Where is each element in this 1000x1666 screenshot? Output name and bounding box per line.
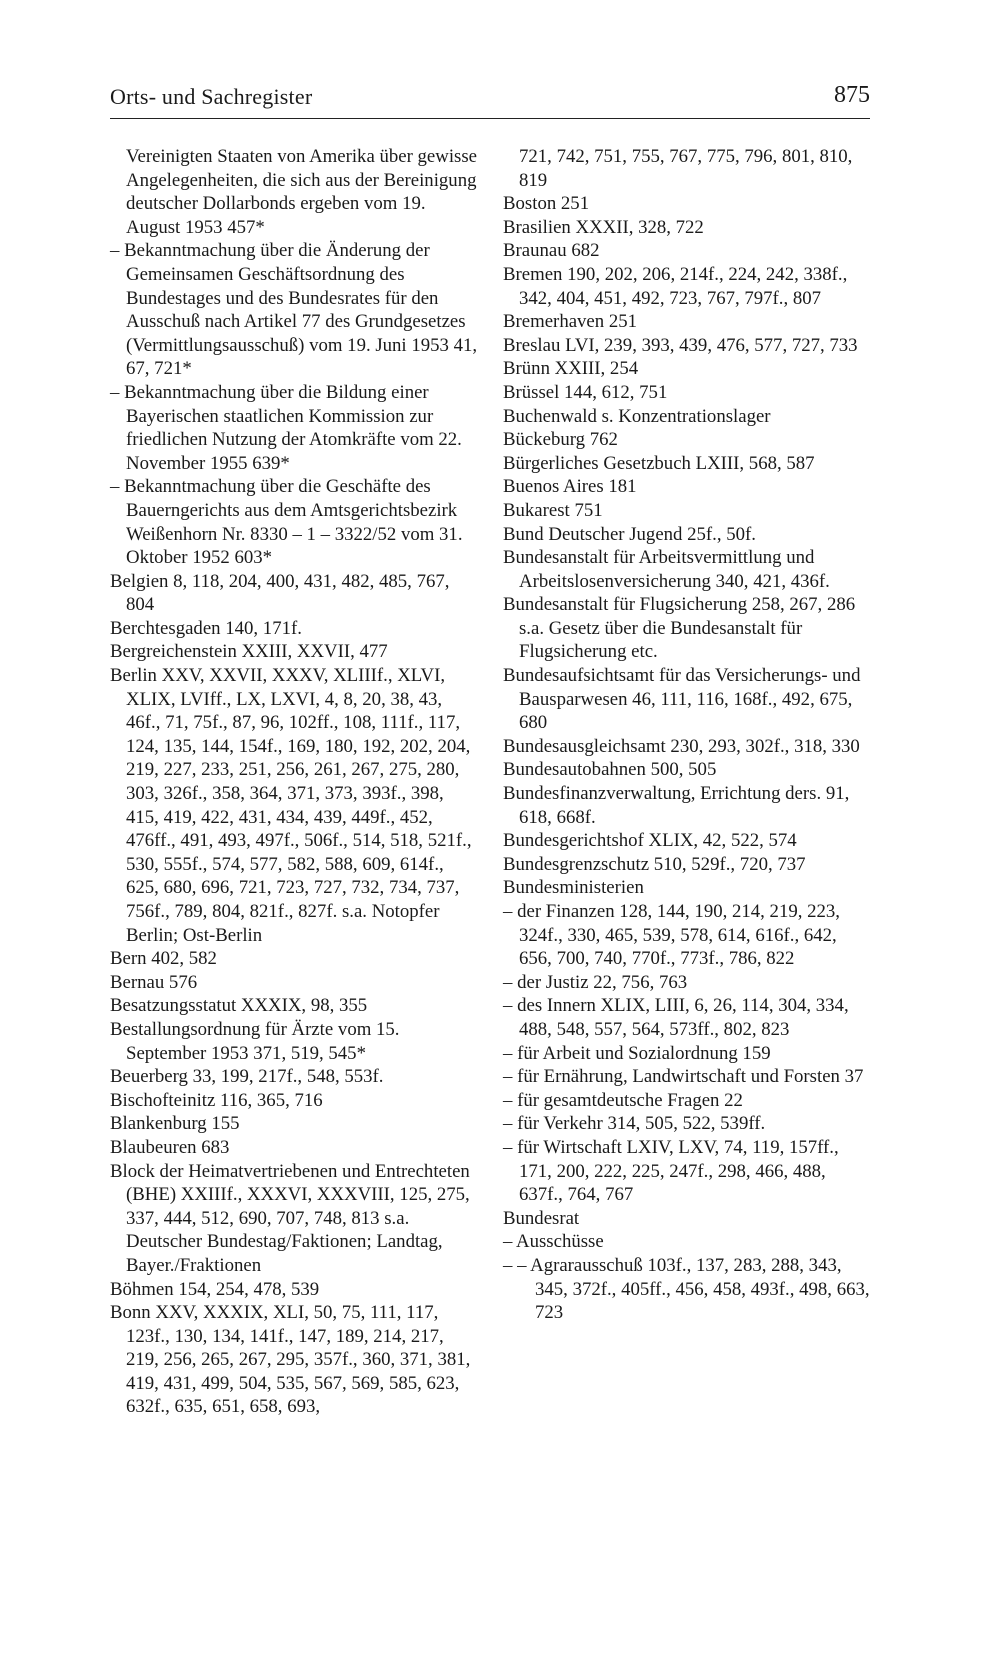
index-entry: – – Agrarausschuß 103f., 137, 283, 288, 343, 345, 372f., 405ff., 456, 458, 493f., 498, 663, 723 bbox=[503, 1254, 870, 1324]
index-entry: Blankenburg 155 bbox=[110, 1113, 240, 1135]
index-entry: – Bekanntmachung über die Geschäfte des Bauerngerichts aus dem Amtsgerichtsbezirk Weißenhorn Nr. 8330 – 1 – 3322/52 vom 31. Oktober 1952 603* bbox=[110, 476, 463, 569]
index-entry: – der Justiz 22, 756, 763 bbox=[503, 971, 688, 993]
index-entry: Bremerhaven 251 bbox=[503, 311, 638, 333]
right-column bbox=[503, 145, 873, 1325]
index-entry: Besatzungsstatut XXXIX, 98, 355 bbox=[110, 995, 368, 1017]
index-entry: – für Wirtschaft LXIV, LXV, 74, 119, 157ff., 171, 200, 222, 225, 247f., 298, 466, 488, 637f., 764, 767 bbox=[503, 1136, 839, 1206]
index-entry: Bundesrat bbox=[503, 1207, 580, 1229]
index-entry: Bischofteinitz 116, 365, 716 bbox=[110, 1089, 323, 1111]
index-entry: Bundesausgleichsamt 230, 293, 302f., 318, 330 bbox=[503, 735, 860, 757]
left-column bbox=[110, 145, 480, 1419]
index-entry: – für Verkehr 314, 505, 522, 539ff. bbox=[503, 1113, 766, 1135]
index-entry: Vereinigten Staaten von Amerika über gewisse Angelegenheiten, die sich aus der Bereinigung deutscher Dollarbonds ergeben vom 19. August 1953 457* bbox=[126, 146, 478, 238]
index-entry: Berlin XXV, XXVII, XXXV, XLIIIf., XLVI, XLIX, LVIff., LX, LXVI, 4, 8, 20, 38, 43, 46f., 71, 75f., 87, 96, 102ff., 108, 111f., 117, 124, 135, 144, 154f., 169, 180, 192, 202, 204, 219, 227, 233, 251, 256, 261, 267, 275, 280, 303, 326f., 358, 364, 371, 373, 393f., 398, 415, 419, 422, 431, 434, 439, 449f., 452, 476ff., 491, 493, 497f., 506f., 514, 518, 521f., 530, 555f., 574, 577, 582, 588, 609, 614f., 625, 680, 696, 721, 723, 727, 732, 734, 737, 756f., 789, 804, 821f., 827f. s.a. Notopfer Berlin; Ost-Berlin bbox=[110, 665, 472, 946]
index-entry: – für gesamtdeutsche Fragen 22 bbox=[503, 1089, 743, 1111]
index-entry: Boston 251 bbox=[503, 193, 590, 215]
index-entry: 721, 742, 751, 755, 767, 775, 796, 801, 810, 819 bbox=[519, 146, 853, 191]
index-entry: Bürgerliches Gesetzbuch LXIII, 568, 587 bbox=[503, 452, 815, 474]
index-entry: Böhmen 154, 254, 478, 539 bbox=[110, 1278, 320, 1300]
index-entry: Buenos Aires 181 bbox=[503, 476, 637, 498]
index-entry: Brünn XXIII, 254 bbox=[503, 358, 639, 380]
index-entry: Blaubeuren 683 bbox=[110, 1136, 230, 1158]
index-entry: Bukarest 751 bbox=[503, 499, 603, 521]
index-entry: Bundesministerien bbox=[503, 877, 644, 899]
index-entry: Brüssel 144, 612, 751 bbox=[503, 381, 668, 403]
index-entry: Belgien 8, 118, 204, 400, 431, 482, 485, 767, 804 bbox=[110, 570, 450, 616]
index-entry: Bund Deutscher Jugend 25f., 50f. bbox=[503, 523, 756, 545]
index-entry: – Bekanntmachung über die Änderung der Gemeinsamen Geschäftsordnung des Bundestages und des Bundesrates für den Ausschuß nach Artikel 77 des Grundgesetzes (Vermittlungsausschuß) vom 19. Juni 1953 41, 67, 721* bbox=[110, 240, 478, 380]
index-entry: Bremen 190, 202, 206, 214f., 224, 242, 338f., 342, 404, 451, 492, 723, 767, 797f., 807 bbox=[503, 263, 848, 309]
index-entry: Bergreichenstein XXIII, XXVII, 477 bbox=[110, 641, 388, 663]
index-entry: – der Finanzen 128, 144, 190, 214, 219, 223, 324f., 330, 465, 539, 578, 614, 616f., 642, 656, 700, 740, 770f., 773f., 786, 822 bbox=[503, 901, 840, 970]
index-entry: Bundesgerichtshof XLIX, 42, 522, 574 bbox=[503, 830, 797, 852]
index-entry: – für Ernährung, Landwirtschaft und Forsten 37 bbox=[503, 1066, 864, 1088]
index-entry: – Bekanntmachung über die Bildung einer Bayerischen staatlichen Kommission zur friedlichen Nutzung der Atomkräfte vom 22. November 1955 639* bbox=[110, 381, 462, 474]
index-entry: Bundesaufsichtsamt für das Versicherungs- und Bausparwesen 46, 111, 116, 168f., 492, 675, 680 bbox=[503, 665, 861, 734]
index-entry: Bundesgrenzschutz 510, 529f., 720, 737 bbox=[503, 853, 806, 875]
index-entry: Bundesfinanzverwaltung, Errichtung ders. 91, 618, 668f. bbox=[503, 783, 850, 828]
index-entry: Bückeburg 762 bbox=[503, 429, 618, 451]
index-entry: Bundesanstalt für Arbeitsvermittlung und Arbeitslosenversicherung 340, 421, 436f. bbox=[503, 547, 830, 592]
index-entry: – Ausschüsse bbox=[503, 1231, 604, 1253]
index-entry: – des Innern XLIX, LIII, 6, 26, 114, 304, 334, 488, 548, 557, 564, 573ff., 802, 823 bbox=[503, 995, 849, 1040]
index-entry: Beuerberg 33, 199, 217f., 548, 553f. bbox=[110, 1066, 384, 1088]
index-entry: Buchenwald s. Konzentrationslager bbox=[503, 405, 771, 427]
index-entry: Bernau 576 bbox=[110, 971, 198, 993]
page-number: 875 bbox=[834, 82, 870, 108]
index-entry: Breslau LVI, 239, 393, 439, 476, 577, 727, 733 bbox=[503, 334, 858, 356]
index-entry: Bern 402, 582 bbox=[110, 948, 217, 970]
index-entry: Bundesautobahnen 500, 505 bbox=[503, 759, 717, 781]
index-entry: Berchtesgaden 140, 171f. bbox=[110, 617, 302, 639]
header-title: Orts- und Sachregister bbox=[110, 84, 313, 109]
index-entry: Brasilien XXXII, 328, 722 bbox=[503, 216, 704, 238]
running-header bbox=[110, 80, 870, 119]
index-entry: Braunau 682 bbox=[503, 240, 600, 262]
index-entry: Block der Heimatvertriebenen und Entrechteten (BHE) XXIIIf., XXXVI, XXXVIII, 125, 275, 337, 444, 512, 690, 707, 748, 813 s.a. Deutscher Bundestag/Faktionen; Landtag, Bayer./Fraktionen bbox=[110, 1160, 470, 1276]
index-entry: Bestallungsordnung für Ärzte vom 15. September 1953 371, 519, 545* bbox=[110, 1018, 400, 1064]
index-entry: – für Arbeit und Sozialordnung 159 bbox=[503, 1042, 771, 1064]
index-entry: Bonn XXV, XXXIX, XLI, 50, 75, 111, 117, 123f., 130, 134, 141f., 147, 189, 214, 217, 219, 256, 265, 267, 295, 357f., 360, 371, 381, 419, 431, 499, 504, 535, 567, 569, 585, 623, 632f., 635, 651, 658, 693, bbox=[110, 1302, 471, 1418]
index-entry: Bundesanstalt für Flugsicherung 258, 267, 286 s.a. Gesetz über die Bundesanstalt für Flugsicherung etc. bbox=[503, 594, 856, 663]
